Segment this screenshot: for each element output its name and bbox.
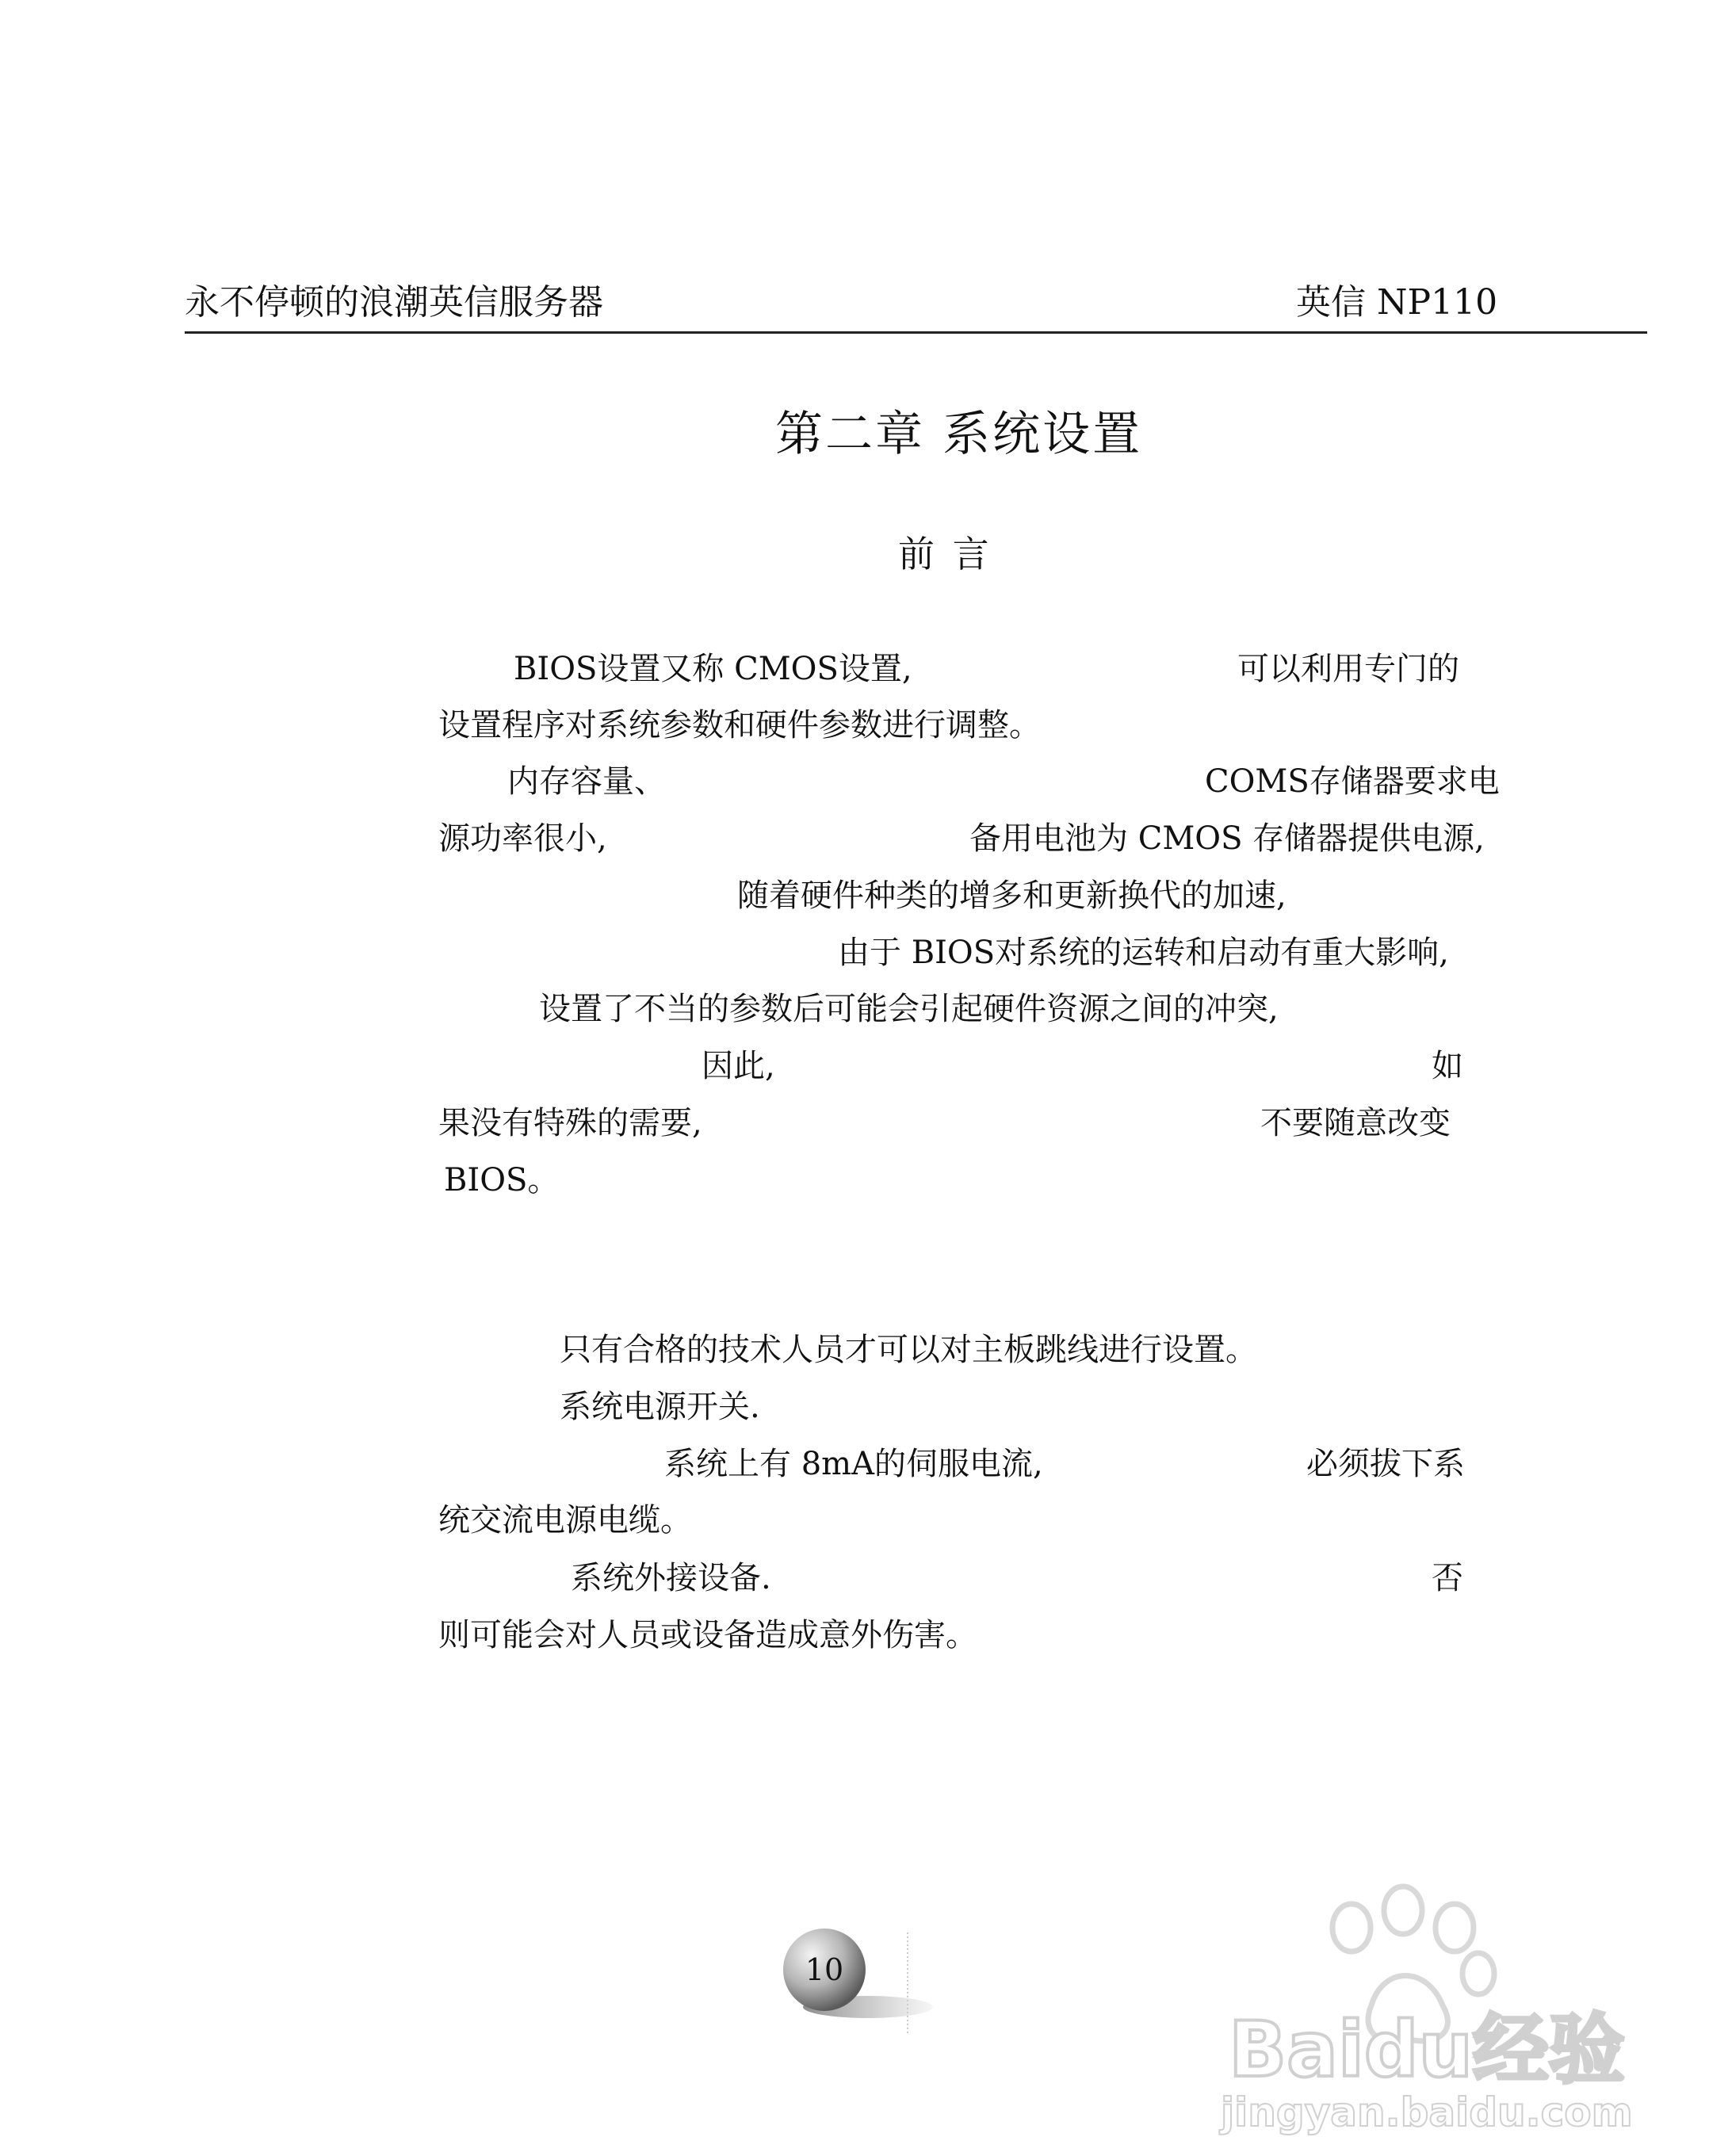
p2-line1: 只有合格的技术人员才可以对主板跳线进行设置。: [560, 1332, 1257, 1368]
section-title: 前 言: [898, 533, 992, 575]
p1-line3-a: 内存容量、: [507, 763, 666, 800]
p1-line2: 设置程序对系统参数和硬件参数进行调整。: [438, 707, 1041, 744]
p1-line6: 由于 BIOS对系统的运转和启动有重大影响,: [838, 935, 1449, 971]
watermark-url: jingyan.baidu.com: [1221, 2089, 1633, 2135]
header-left-title: 永不停顿的浪潮英信服务器: [185, 282, 603, 323]
p1-line8-b: 如: [1432, 1048, 1463, 1084]
header-right-model: 英信 NP110: [1296, 282, 1498, 323]
p1-line9-b: 不要随意改变: [1260, 1105, 1451, 1141]
page-number: 10: [805, 1952, 844, 1987]
p1-line4-b: 备用电池为 CMOS 存储器提供电源,: [969, 820, 1485, 857]
baidu-watermark: [1213, 1871, 1704, 2135]
p1-line4-a: 源功率很小,: [438, 820, 607, 857]
p2-line3-b: 必须拔下系: [1306, 1446, 1465, 1482]
p1-line9-a: 果没有特殊的需要,: [438, 1105, 702, 1141]
header-rule: [185, 331, 1647, 334]
p2-line4: 统交流电源电缆。: [438, 1502, 692, 1539]
p2-line2: 系统电源开关.: [560, 1389, 760, 1425]
p2-line5-b: 否: [1432, 1560, 1463, 1596]
p2-line5-a: 系统外接设备.: [571, 1560, 771, 1596]
p2-line3-a: 系统上有 8mA的伺服电流,: [664, 1446, 1043, 1482]
p1-line3-b: COMS存储器要求电: [1205, 763, 1500, 800]
page-number-badge: [781, 1926, 939, 2037]
p1-line1-a: BIOS设置又称 CMOS设置,: [514, 651, 912, 687]
p1-line10: BIOS。: [444, 1162, 560, 1198]
p1-line8-a: 因此,: [702, 1048, 775, 1084]
p1-line1-b: 可以利用专门的: [1237, 651, 1459, 687]
watermark-brand: Baidu经验: [1229, 2005, 1625, 2094]
p2-line6: 则可能会对人员或设备造成意外伤害。: [438, 1617, 977, 1653]
p1-line7: 设置了不当的参数后可能会引起硬件资源之间的冲突,: [539, 991, 1279, 1027]
p1-line5: 随着硬件种类的增多和更新换代的加速,: [737, 877, 1287, 914]
chapter-title: 第二章 系统设置: [775, 407, 1143, 462]
